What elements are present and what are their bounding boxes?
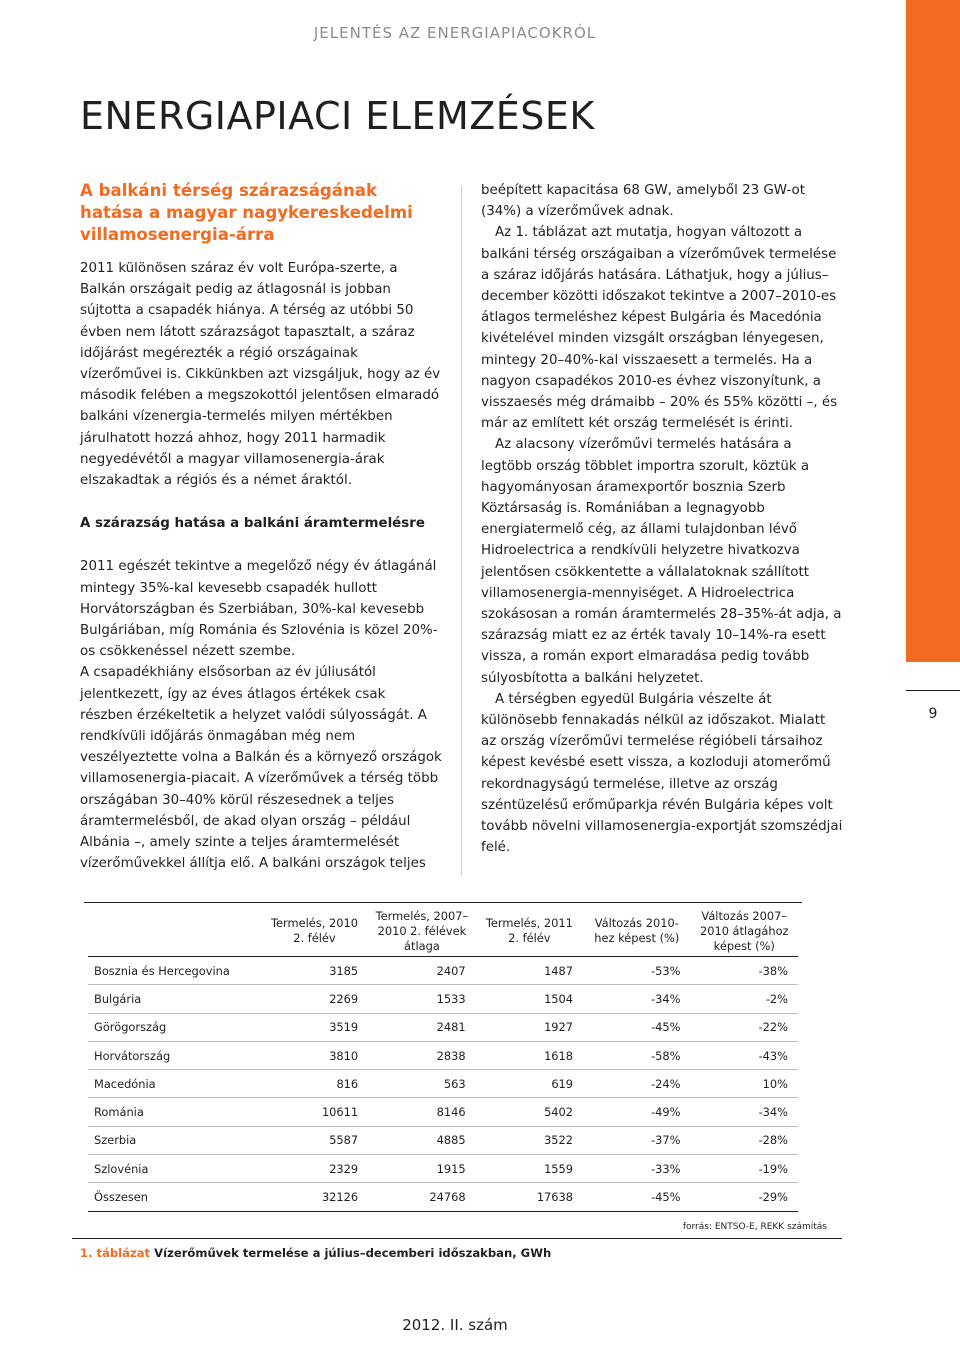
value-cell: 2329 <box>261 1155 368 1183</box>
table-row <box>88 1070 798 1098</box>
value-cell: -19% <box>691 1155 799 1183</box>
value-cell: 3810 <box>261 1041 368 1069</box>
value-cell: 4885 <box>368 1126 475 1154</box>
caption-label: 1. táblázat <box>80 1246 151 1260</box>
value-cell: 5587 <box>261 1126 368 1154</box>
table-row <box>88 1041 798 1069</box>
table-row <box>88 957 798 985</box>
table-source-note: forrás: ENTSO-E, REKK számítás <box>682 1222 827 1232</box>
value-cell: 8146 <box>368 1098 475 1126</box>
value-cell: 3522 <box>476 1126 583 1154</box>
value-cell: -53% <box>583 957 690 985</box>
article-intro: 2011 különösen száraz év volt Európa-szerte, a Balkán országait pedig az átlagosnál is jobban sújtotta a csapadék hiánya. A térség az utóbbi 50 évben nem látott szárazságot tapasztalt, a száraz időjárást megérezték a régió országainak vízerőművei is. Cikkünkben azt vizsgáljuk, hogy az év második felében a megszokottól jelentősen elmaradó balkáni vízenergia-termelés milyen mértékben járulhatott hozzá ahhoz, hogy 2011 harmadik negyedévétől a magyar villamosenergia-árak elszakadtak a régiós és a német áraktól. <box>80 261 441 489</box>
value-cell: 563 <box>368 1070 475 1098</box>
table-row <box>88 1155 798 1183</box>
value-cell: -34% <box>691 1098 799 1126</box>
value-cell: 24768 <box>368 1183 475 1211</box>
value-cell: 1533 <box>368 985 475 1013</box>
column-divider <box>461 186 462 876</box>
table-row <box>88 985 798 1013</box>
table-caption <box>80 1246 551 1260</box>
country-cell: Görögország <box>88 1013 261 1041</box>
value-cell: 1559 <box>476 1155 583 1183</box>
side-section-label: ENERGIAPIACI ELEMZÉSEK <box>920 281 946 629</box>
column-header: Változás 2007–2010 átlagához képest (%) <box>691 906 799 957</box>
column-header: Termelés, 2010 2. félév <box>261 906 368 957</box>
value-cell: -45% <box>583 1013 690 1041</box>
value-cell: -45% <box>583 1183 690 1211</box>
value-cell: -24% <box>583 1070 690 1098</box>
value-cell: -37% <box>583 1126 690 1154</box>
body-paragraph: A térségben egyedül Bulgária vészelte át különösebb fennakadás nélkül az időszakot. Mialatt az ország vízerőművi termelése régióbeli társaihoz képest kevésbé esett vissza, a kozloduji atomerőmű rekordnagyságú termelése, illetve az ország széntüzelésű erőműparkja révén Bulgária képes volt tovább növelni villamosenergia-exportját szomszédjai felé. <box>481 691 843 856</box>
value-cell: 32126 <box>261 1183 368 1211</box>
value-cell: 1618 <box>476 1041 583 1069</box>
table-row <box>88 1098 798 1126</box>
column-header: Termelés, 2011 2. félév <box>476 906 583 957</box>
value-cell: 816 <box>261 1070 368 1098</box>
body-paragraph: Az alacsony vízerőművi termelés hatására a legtöbb ország többlet importra szorult, köztük a hagyományosan áramexportőr bosznia Szerb Köztársaság is. Romániában a legnagyobb energiatermelő cég, az állami tulajdonban lévő Hidroelectrica a rendkívüli helyzetre hivatkozva jelentősen csökkentette a vállalatoknak szállított villamosenergia-mennyiséget. A Hidroelectrica szokásosan a román áramtermelés 28–35%-át adja, a szárazság miatt ez az érték tavaly 10–14%-ra esett vissza, a román export elmaradása pedig tovább súlyosbította a balkáni helyzetet. <box>481 437 842 686</box>
production-table <box>88 906 798 1212</box>
value-cell: -38% <box>691 957 799 985</box>
value-cell: 2407 <box>368 957 475 985</box>
table-row-total <box>88 1183 798 1211</box>
country-cell: Horvátország <box>88 1041 261 1069</box>
value-cell: -34% <box>583 985 690 1013</box>
country-cell: Macedónia <box>88 1070 261 1098</box>
body-paragraph: 2011 egészét tekintve a megelőző négy év átlagánál mintegy 35%-kal kevesebb csapadék hullott Horvátországban és Szerbiában, 30%-kal kevesebb Bulgáriában, míg Románia és Szlovénia is közel 20%-os csökkenéssel nézett szembe. <box>80 559 438 660</box>
value-cell: -58% <box>583 1041 690 1069</box>
table-row <box>88 1126 798 1154</box>
body-paragraph: beépített kapacitása 68 GW, amelyből 23 GW-ot (34%) a vízerőművek adnak. <box>481 183 805 220</box>
running-header: JELENTÉS AZ ENERGIAPIACOKRÓL <box>313 24 597 42</box>
section-heading: A szárazság hatása a balkáni áramtermelésre <box>80 516 425 532</box>
country-cell: Románia <box>88 1098 261 1126</box>
country-cell: Bosznia és Hercegovina <box>88 957 261 985</box>
value-cell: 2269 <box>261 985 368 1013</box>
body-paragraph: A csapadékhiány elsősorban az év júliusától jelentkezett, így az éves átlagos értékek csak részben érzékeltetik a helyzet valódi súlyosságát. A rendkívüli időjárás önmagában még nem veszélyeztette volna a Balkán és a környező országok villamosenergia-piacait. A vízerőművek a térség több országában 30–40% körül részesednek a teljes áramtermelésből, de akad olyan ország – például Albánia –, amely szinte a teljes áramtermelését vízerőművekkel állítja elő. A balkáni országok teljes <box>80 665 442 872</box>
table-row <box>88 1013 798 1041</box>
country-cell: Szlovénia <box>88 1155 261 1183</box>
value-cell: 619 <box>476 1070 583 1098</box>
value-cell: -2% <box>691 985 799 1013</box>
value-cell: 2481 <box>368 1013 475 1041</box>
caption-text: Vízerőművek termelése a július–decemberi időszakban, GWh <box>154 1246 552 1260</box>
page-title: ENERGIAPIACI ELEMZÉSEK <box>80 94 595 138</box>
side-divider <box>906 690 960 691</box>
value-cell: 10611 <box>261 1098 368 1126</box>
value-cell: 3519 <box>261 1013 368 1041</box>
column-header <box>88 906 261 957</box>
value-cell: 2838 <box>368 1041 475 1069</box>
body-paragraph: Az 1. táblázat azt mutatja, hogyan változott a balkáni térség országaiban a vízerőművek termelése a száraz időjárás hatására. Láthatjuk, hogy a július–december közötti időszakot tekintve a 2007–2010-es átlagos termeléshez képest Bulgária és Macedónia kivételével minden vizsgált országban lényegesen, mintegy 20–40%-kal visszaesett a termelés. Ha a nagyon csapadékos 2010-es évhez viszonyítunk, a visszaesés még drámaibb – 20% és 55% közötti –, és már az említett két ország termelését is érinti. <box>481 225 838 432</box>
table-header-row <box>88 906 798 957</box>
right-column <box>481 180 843 859</box>
value-cell: 1927 <box>476 1013 583 1041</box>
country-cell: Összesen <box>88 1183 261 1211</box>
left-column <box>80 180 442 874</box>
value-cell: 17638 <box>476 1183 583 1211</box>
value-cell: -49% <box>583 1098 690 1126</box>
value-cell: 10% <box>691 1070 799 1098</box>
country-cell: Szerbia <box>88 1126 261 1154</box>
footer-issue: 2012. II. szám <box>402 1316 508 1334</box>
value-cell: 3185 <box>261 957 368 985</box>
value-cell: 1487 <box>476 957 583 985</box>
value-cell: 5402 <box>476 1098 583 1126</box>
value-cell: -28% <box>691 1126 799 1154</box>
article-title: A balkáni térség szárazságának hatása a magyar nagykereskedelmi villamosenergia-árra <box>80 181 413 244</box>
value-cell: -43% <box>691 1041 799 1069</box>
value-cell: -29% <box>691 1183 799 1211</box>
table-top-rule <box>84 902 802 903</box>
value-cell: -33% <box>583 1155 690 1183</box>
value-cell: -22% <box>691 1013 799 1041</box>
country-cell: Bulgária <box>88 985 261 1013</box>
column-header: Változás 2010-hez képest (%) <box>583 906 690 957</box>
value-cell: 1504 <box>476 985 583 1013</box>
column-header: Termelés, 2007–2010 2. félévek átlaga <box>368 906 475 957</box>
value-cell: 1915 <box>368 1155 475 1183</box>
caption-rule <box>72 1238 842 1239</box>
page-number: 9 <box>928 706 938 722</box>
